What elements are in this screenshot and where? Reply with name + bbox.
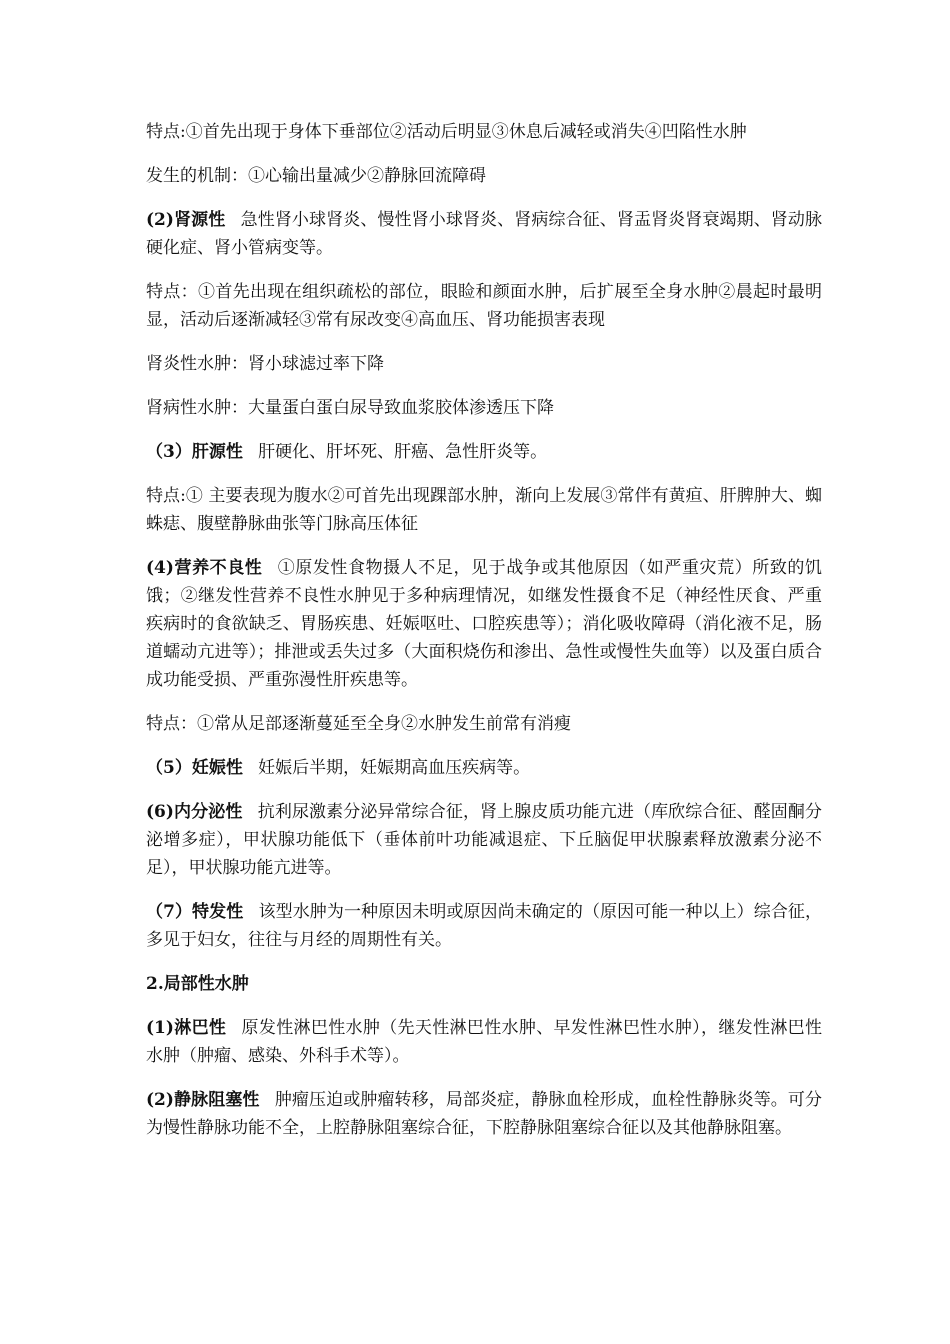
paragraph-heading: （5）妊娠性 xyxy=(146,758,243,778)
paragraph-hepatic xyxy=(146,438,822,466)
paragraph-heading: (4)营养不良性 xyxy=(146,558,263,578)
paragraph-heading: (2)肾源性 xyxy=(146,210,226,230)
document-page xyxy=(146,118,822,1158)
paragraph-text: ①原发性食物摄人不足，见于战争或其他原因（如严重灾荒）所致的饥饿；②继发性营养不良性水肿见于多种病理情况，如继发性摄食不足（神经性厌食、严重疾病时的食欲缺乏、胃肠疾患、妊娠呕吐、口腔疾患等）；消化吸收障碍（消化液不足，肠道蠕动亢进等）；排泄或丢失过多（大面积烧伤和渗出、急性或慢性失血等）以及蛋白质合成功能受损、严重弥漫性肝疾患等。 xyxy=(146,558,823,690)
paragraph-text: 抗利尿激素分泌异常综合征，肾上腺皮质功能亢进（库欣综合征、醛固酮分泌增多症），甲状腺功能低下（垂体前叶功能减退症、下丘脑促甲状腺素释放激素分泌不足），甲状腺功能亢进等。 xyxy=(146,802,823,878)
paragraph-heading: (2)静脉阻塞性 xyxy=(146,1090,260,1110)
paragraph-heading: （7）特发性 xyxy=(146,902,244,922)
paragraph-cardiac-features xyxy=(146,118,822,146)
paragraph-text: 特点:① 主要表现为腹水②可首先出现踝部水肿，渐向上发展③常伴有黄疸、肝脾肿大、蜘蛛痣、腹壁静脉曲张等门脉高压体征 xyxy=(146,486,822,534)
paragraph-nephritic xyxy=(146,350,822,378)
paragraph-text: 该型水肿为一种原因未明或原因尚未确定的（原因可能一种以上）综合征，多见于妇女，往往与月经的周期性有关。 xyxy=(146,902,822,950)
paragraph-renal-features xyxy=(146,278,822,334)
paragraph-text: 肾病性水肿：大量蛋白蛋白尿导致血浆胶体渗透压下降 xyxy=(146,398,554,418)
paragraph-heading: (6)内分泌性 xyxy=(146,802,243,822)
paragraph-hepatic-features xyxy=(146,482,822,538)
paragraph-text: 妊娠后半期，妊娠期高血压疾病等。 xyxy=(258,758,531,778)
paragraph-text: 急性肾小球肾炎、慢性肾小球肾炎、肾病综合征、肾盂肾炎肾衰竭期、肾动脉硬化症、肾小管病变等。 xyxy=(146,210,822,258)
paragraph-renal xyxy=(146,206,822,262)
paragraph-nephrotic xyxy=(146,394,822,422)
paragraph-venous-obstruction xyxy=(146,1086,822,1142)
section-title: 2.局部性水肿 xyxy=(146,974,249,994)
paragraph-text: 发生的机制：①心输出量减少②静脉回流障碍 xyxy=(146,166,486,186)
section-heading-local-edema xyxy=(146,970,822,998)
paragraph-text: 肿瘤压迫或肿瘤转移，局部炎症，静脉血栓形成，血栓性静脉炎等。可分为慢性静脉功能不全，上腔静脉阻塞综合征，下腔静脉阻塞综合征以及其他静脉阻塞。 xyxy=(146,1090,822,1138)
paragraph-text: 肾炎性水肿：肾小球滤过率下降 xyxy=(146,354,384,374)
paragraph-text: 特点：①常从足部逐渐蔓延至全身②水肿发生前常有消瘦 xyxy=(146,714,571,734)
paragraph-endocrine xyxy=(146,798,822,882)
paragraph-malnutrition-features xyxy=(146,710,822,738)
paragraph-malnutrition xyxy=(146,554,822,694)
paragraph-heading: （3）肝源性 xyxy=(146,442,243,462)
paragraph-text: 特点：①首先出现在组织疏松的部位，眼睑和颜面水肿，后扩展至全身水肿②晨起时最明显，活动后逐渐减轻③常有尿改变④高血压、肾功能损害表现 xyxy=(146,282,822,330)
paragraph-text: 原发性淋巴性水肿（先天性淋巴性水肿、早发性淋巴性水肿），继发性淋巴性水肿（肿瘤、感染、外科手术等）。 xyxy=(146,1018,822,1066)
paragraph-heading: (1)淋巴性 xyxy=(146,1018,227,1038)
paragraph-lymphatic xyxy=(146,1014,822,1070)
paragraph-pregnancy xyxy=(146,754,822,782)
paragraph-text: 特点:①首先出现于身体下垂部位②活动后明显③休息后减轻或消失④凹陷性水肿 xyxy=(146,122,747,142)
paragraph-text: 肝硬化、肝坏死、肝癌、急性肝炎等。 xyxy=(258,442,548,462)
paragraph-idiopathic xyxy=(146,898,822,954)
paragraph-cardiac-mechanism xyxy=(146,162,822,190)
